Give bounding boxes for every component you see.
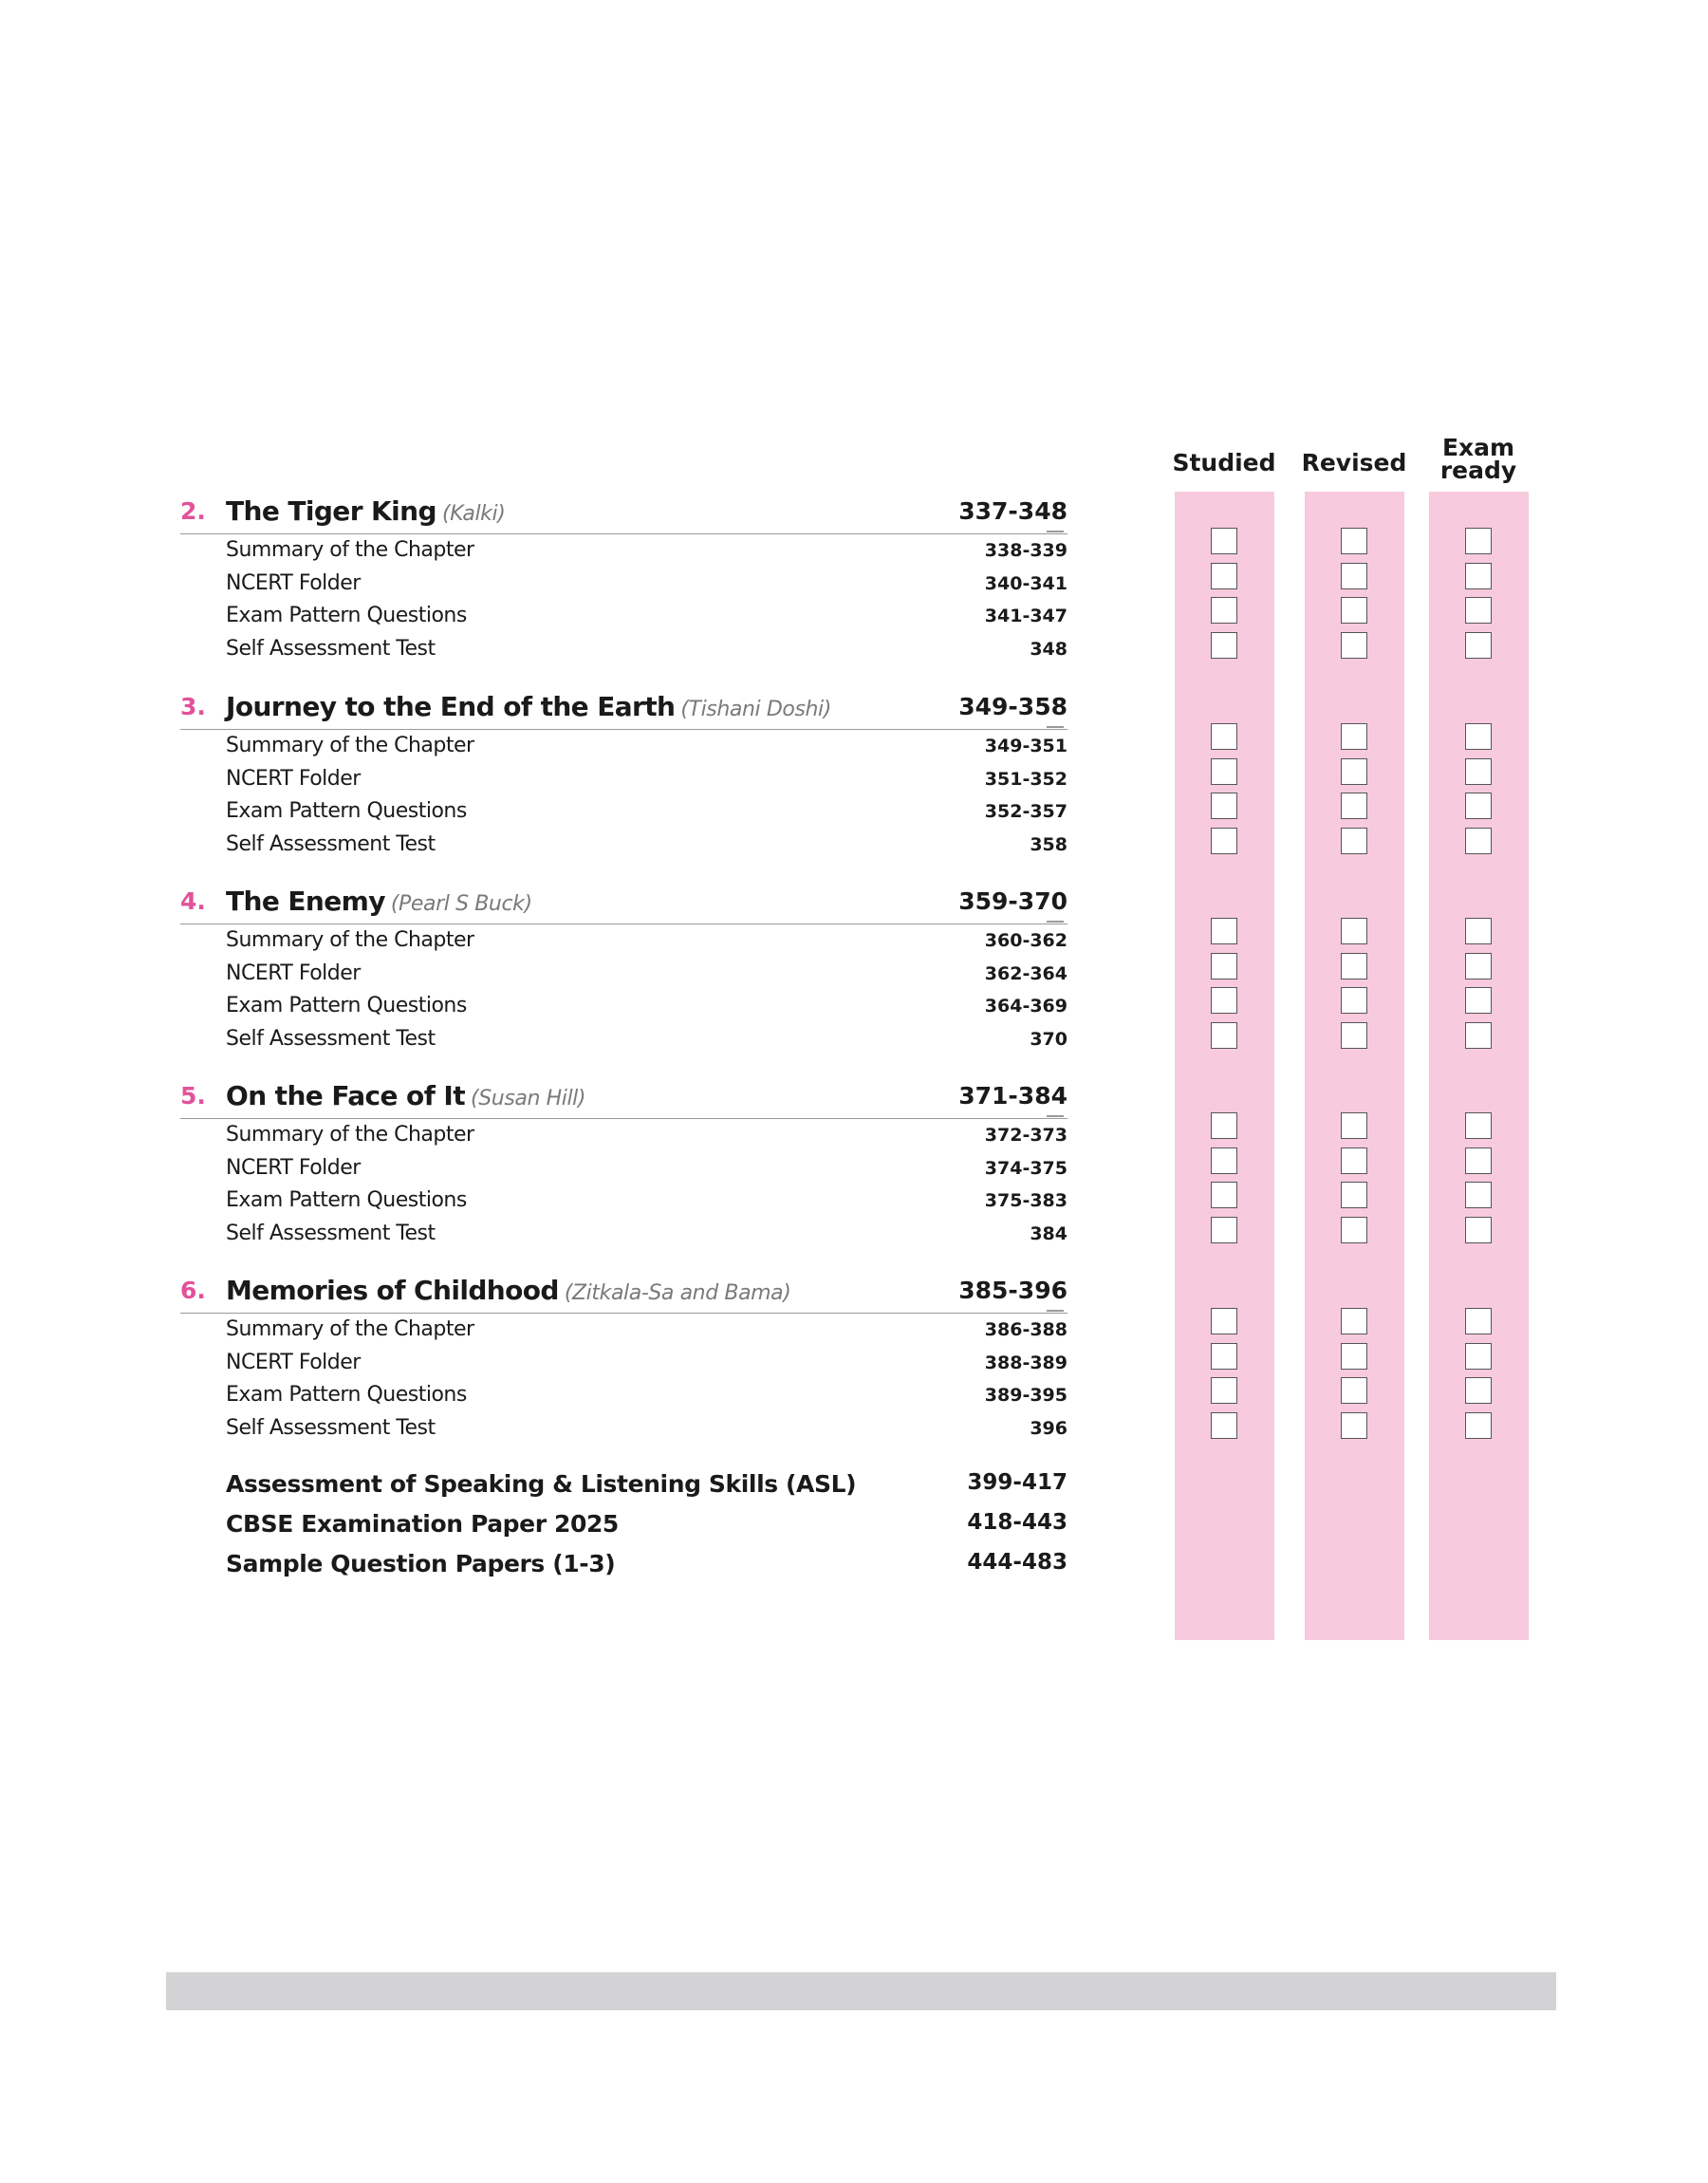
studied-checkbox[interactable] <box>1211 1022 1237 1049</box>
item-label: NCERT Folder <box>226 766 361 791</box>
item-label: Summary of the Chapter <box>226 538 474 562</box>
chapter-number: 2. <box>180 497 206 525</box>
chapter-block <box>180 886 1068 1055</box>
revised-checkbox[interactable] <box>1341 1217 1367 1243</box>
revised-checkbox[interactable] <box>1341 528 1367 554</box>
chapter-block <box>180 1080 1068 1250</box>
list-item <box>180 990 1068 1023</box>
extra-item-pages: 418-443 <box>967 1510 1068 1535</box>
list-item <box>180 1185 1068 1218</box>
exam-ready-checkbox[interactable] <box>1465 1377 1492 1404</box>
list-item <box>180 1347 1068 1380</box>
item-pages: 370 <box>1030 1028 1068 1050</box>
exam-ready-checkbox[interactable] <box>1465 1147 1492 1174</box>
studied-checkbox[interactable] <box>1211 597 1237 624</box>
chapter-pages: 349-358 <box>958 693 1068 720</box>
list-item <box>180 1218 1068 1251</box>
exam-ready-checkbox[interactable] <box>1465 1112 1492 1139</box>
extra-item <box>226 1470 1068 1508</box>
chapter-title: On the Face of It (Susan Hill) <box>226 1080 586 1111</box>
chapter-heading <box>180 495 1068 534</box>
extra-item <box>226 1510 1068 1548</box>
list-item <box>180 763 1068 796</box>
item-pages: 340-341 <box>984 572 1068 594</box>
studied-checkbox[interactable] <box>1211 758 1237 785</box>
exam-ready-checkbox[interactable] <box>1465 918 1492 944</box>
revised-checkbox[interactable] <box>1341 1147 1367 1174</box>
studied-checkbox[interactable] <box>1211 723 1237 750</box>
revised-checkbox[interactable] <box>1341 1377 1367 1404</box>
exam-ready-checkbox[interactable] <box>1465 1412 1492 1439</box>
studied-column-header: Studied <box>1172 449 1276 476</box>
chapter-block <box>180 691 1068 861</box>
exam-ready-column-bg <box>1429 492 1529 1640</box>
revised-checkbox[interactable] <box>1341 632 1367 659</box>
revised-checkbox[interactable] <box>1341 1112 1367 1139</box>
studied-checkbox[interactable] <box>1211 953 1237 980</box>
item-label: Self Assessment Test <box>226 1026 436 1051</box>
exam-ready-checkbox[interactable] <box>1465 1343 1492 1370</box>
chapter-pages: 337-348 <box>958 497 1068 525</box>
item-label: NCERT Folder <box>226 570 361 595</box>
item-label: NCERT Folder <box>226 961 361 985</box>
exam-ready-checkbox[interactable] <box>1465 987 1492 1014</box>
revised-column-header: Revised <box>1301 449 1407 476</box>
exam-ready-checkbox[interactable] <box>1465 563 1492 589</box>
item-pages: 386-388 <box>984 1319 1068 1340</box>
item-label: Summary of the Chapter <box>226 1317 474 1341</box>
chapter-block <box>180 1275 1068 1445</box>
extra-item-label: Assessment of Speaking & Listening Skills (ASL) <box>226 1470 857 1498</box>
list-item <box>180 1412 1068 1446</box>
list-item <box>180 829 1068 862</box>
exam-ready-checkbox[interactable] <box>1465 1182 1492 1208</box>
chapter-heading <box>180 691 1068 730</box>
exam-ready-checkbox[interactable] <box>1465 793 1492 819</box>
exam-ready-checkbox[interactable] <box>1465 723 1492 750</box>
revised-checkbox[interactable] <box>1341 1022 1367 1049</box>
exam-ready-checkbox[interactable] <box>1465 528 1492 554</box>
item-pages: 364-369 <box>984 996 1068 1017</box>
exam-ready-checkbox[interactable] <box>1465 758 1492 785</box>
studied-checkbox[interactable] <box>1211 632 1237 659</box>
revised-checkbox[interactable] <box>1341 987 1367 1014</box>
item-pages: 362-364 <box>984 962 1068 984</box>
item-pages: 352-357 <box>984 801 1068 822</box>
studied-checkbox[interactable] <box>1211 528 1237 554</box>
exam-ready-checkbox[interactable] <box>1465 953 1492 980</box>
item-label: Exam Pattern Questions <box>226 799 467 823</box>
item-label: NCERT Folder <box>226 1155 361 1180</box>
chapter-heading <box>180 1275 1068 1314</box>
studied-checkbox[interactable] <box>1211 1182 1237 1208</box>
chapter-number: 3. <box>180 693 206 720</box>
exam-ready-checkbox[interactable] <box>1465 632 1492 659</box>
list-item <box>180 633 1068 666</box>
revised-checkbox[interactable] <box>1341 828 1367 854</box>
item-pages: 389-395 <box>984 1385 1068 1406</box>
item-label: Exam Pattern Questions <box>226 604 467 627</box>
chapter-number: 4. <box>180 887 206 915</box>
chapter-title: The Tiger King (Kalki) <box>226 495 506 527</box>
list-item <box>180 534 1068 568</box>
studied-checkbox[interactable] <box>1211 987 1237 1014</box>
list-item <box>180 1119 1068 1152</box>
list-item <box>180 1314 1068 1347</box>
chapter-author: (Pearl S Buck) <box>390 892 532 916</box>
item-label: Self Assessment Test <box>226 1415 436 1440</box>
extra-item-label: Sample Question Papers (1-3) <box>226 1550 616 1577</box>
chapter-pages: 359-370 <box>958 887 1068 915</box>
studied-checkbox[interactable] <box>1211 1217 1237 1243</box>
studied-checkbox[interactable] <box>1211 1343 1237 1370</box>
revised-checkbox[interactable] <box>1341 758 1367 785</box>
item-pages: 384 <box>1030 1222 1068 1244</box>
revised-checkbox[interactable] <box>1341 918 1367 944</box>
studied-checkbox[interactable] <box>1211 563 1237 589</box>
chapter-pages: 371-384 <box>958 1082 1068 1110</box>
item-pages: 338-339 <box>984 540 1068 561</box>
item-pages: 374-375 <box>984 1157 1068 1179</box>
item-pages: 372-373 <box>984 1125 1068 1146</box>
chapter-title: Memories of Childhood (Zitkala-Sa and Bama) <box>226 1275 791 1306</box>
exam-ready-column-header: Exam ready <box>1439 434 1517 484</box>
revised-checkbox[interactable] <box>1341 953 1367 980</box>
item-label: Self Assessment Test <box>226 636 436 661</box>
studied-checkbox[interactable] <box>1211 918 1237 944</box>
item-pages: 351-352 <box>984 768 1068 790</box>
item-label: Exam Pattern Questions <box>226 1188 467 1212</box>
chapter-pages: 385-396 <box>958 1277 1068 1304</box>
item-label: Self Assessment Test <box>226 831 436 856</box>
studied-checkbox[interactable] <box>1211 1308 1237 1334</box>
studied-checkbox[interactable] <box>1211 793 1237 819</box>
exam-ready-checkbox[interactable] <box>1465 1217 1492 1243</box>
list-item <box>180 730 1068 763</box>
chapter-title: Journey to the End of the Earth (Tishani Doshi) <box>226 691 831 722</box>
revised-checkbox[interactable] <box>1341 1308 1367 1334</box>
revised-checkbox[interactable] <box>1341 563 1367 589</box>
extra-item <box>226 1550 1068 1588</box>
item-label: Summary of the Chapter <box>226 734 474 757</box>
item-pages: 360-362 <box>984 930 1068 951</box>
item-label: Summary of the Chapter <box>226 928 474 952</box>
revised-checkbox[interactable] <box>1341 1412 1367 1439</box>
list-item <box>180 1379 1068 1412</box>
item-label: Self Assessment Test <box>226 1221 436 1245</box>
item-label: Exam Pattern Questions <box>226 994 467 1017</box>
chapter-author: (Susan Hill) <box>471 1087 586 1110</box>
chapter-title: The Enemy (Pearl S Buck) <box>226 886 532 917</box>
exam-ready-checkbox[interactable] <box>1465 597 1492 624</box>
item-pages: 349-351 <box>984 736 1068 756</box>
item-pages: 348 <box>1030 638 1068 660</box>
list-item <box>180 1023 1068 1056</box>
extra-item-pages: 444-483 <box>967 1550 1068 1575</box>
list-item <box>180 600 1068 633</box>
studied-column-bg <box>1175 492 1274 1640</box>
list-item <box>180 795 1068 829</box>
exam-ready-checkbox[interactable] <box>1465 1308 1492 1334</box>
chapter-author: (Kalki) <box>441 502 506 526</box>
list-item <box>180 958 1068 991</box>
exam-ready-checkbox[interactable] <box>1465 828 1492 854</box>
chapter-block <box>180 495 1068 665</box>
item-label: Summary of the Chapter <box>226 1123 474 1147</box>
chapter-heading <box>180 1080 1068 1119</box>
item-pages: 396 <box>1030 1417 1068 1439</box>
studied-checkbox[interactable] <box>1211 1377 1237 1404</box>
footer-bar <box>166 1972 1556 2010</box>
revised-checkbox[interactable] <box>1341 1343 1367 1370</box>
studied-checkbox[interactable] <box>1211 1412 1237 1439</box>
chapter-number: 6. <box>180 1277 206 1304</box>
exam-ready-checkbox[interactable] <box>1465 1022 1492 1049</box>
extra-item-label: CBSE Examination Paper 2025 <box>226 1510 619 1538</box>
extra-item-pages: 399-417 <box>967 1470 1068 1495</box>
revised-checkbox[interactable] <box>1341 1182 1367 1208</box>
list-item <box>180 568 1068 601</box>
chapter-number: 5. <box>180 1082 206 1110</box>
item-label: Exam Pattern Questions <box>226 1383 467 1407</box>
chapter-author: (Tishani Doshi) <box>680 698 831 721</box>
list-item <box>180 924 1068 958</box>
studied-checkbox[interactable] <box>1211 1147 1237 1174</box>
revised-checkbox[interactable] <box>1341 793 1367 819</box>
revised-checkbox[interactable] <box>1341 597 1367 624</box>
item-label: NCERT Folder <box>226 1350 361 1374</box>
item-pages: 341-347 <box>984 606 1068 626</box>
chapter-heading <box>180 886 1068 924</box>
revised-column-bg <box>1305 492 1404 1640</box>
studied-checkbox[interactable] <box>1211 828 1237 854</box>
item-pages: 388-389 <box>984 1352 1068 1373</box>
item-pages: 358 <box>1030 833 1068 855</box>
item-pages: 375-383 <box>984 1190 1068 1211</box>
list-item <box>180 1152 1068 1185</box>
studied-checkbox[interactable] <box>1211 1112 1237 1139</box>
revised-checkbox[interactable] <box>1341 723 1367 750</box>
chapter-author: (Zitkala-Sa and Bama) <box>564 1281 791 1305</box>
